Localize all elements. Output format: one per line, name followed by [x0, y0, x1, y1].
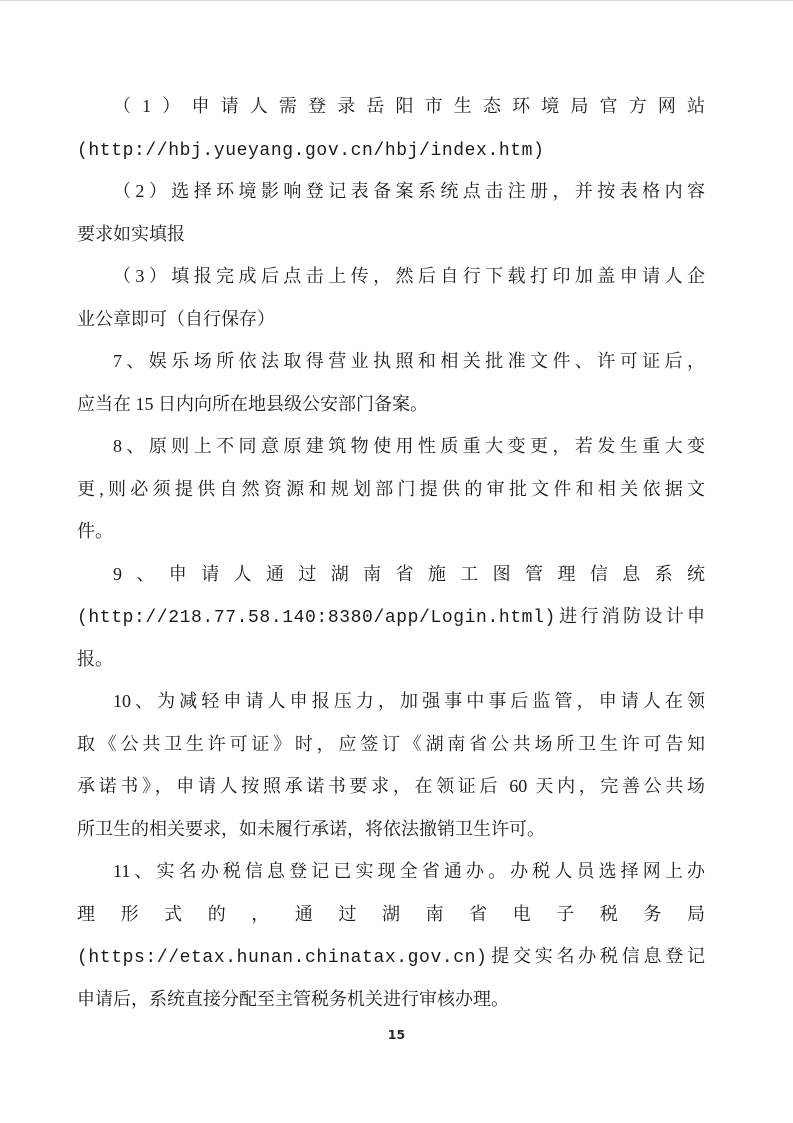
body-text: 8、原则上不同意原建筑物使用性质重大变更，若发生重大变	[113, 436, 705, 456]
document-line	[77, 468, 705, 511]
body-text: 件。	[77, 521, 113, 541]
body-text: 7、娱乐场所依法取得营业执照和相关批准文件、许可证后，	[113, 351, 705, 371]
url-text: (http://hbj.yueyang.gov.cn/hbj/index.htm)	[77, 140, 545, 161]
body-text: （1）申请人需登录岳阳市生态环境局官方网站	[113, 96, 705, 116]
body-text: 要求如实填报	[77, 223, 185, 244]
body-text: 所卫生的相关要求，如未履行承诺，将依法撤销卫生许可。	[77, 818, 545, 839]
body-text: 报。	[77, 648, 113, 669]
body-text: （3）填报完成后点击上传，然后自行下载打印加盖申请人企	[113, 266, 705, 286]
body-text: 承诺书》，申请人按照承诺书要求，在领证后 60 天内，完善公共场	[77, 776, 705, 796]
body-text: 进行消防设计申	[555, 606, 705, 626]
document-line	[77, 765, 705, 808]
document-line	[77, 723, 705, 766]
document-line	[77, 170, 705, 213]
document-line	[77, 595, 705, 638]
body-text: （2）选择环境影响登记表备案系统点击注册，并按表格内容	[113, 181, 705, 201]
document-line	[77, 85, 705, 128]
document-line	[77, 553, 705, 596]
document-line	[77, 255, 705, 298]
body-text: 更,则必须提供自然资源和规划部门提供的审批文件和相关依据文	[77, 478, 705, 499]
document-line	[77, 383, 705, 426]
document-line	[77, 680, 705, 723]
body-text: 申请后，系统直接分配至主管税务机关进行审核办理。	[77, 988, 509, 1009]
document-line	[77, 128, 705, 171]
body-text: 业公章即可（自行保存）	[77, 308, 275, 329]
document-line	[77, 808, 705, 851]
page-number: 15	[387, 1027, 406, 1042]
document-line	[77, 340, 705, 383]
document-line	[77, 893, 705, 936]
document-line	[77, 213, 705, 256]
document-line	[77, 935, 705, 978]
document-line	[77, 850, 705, 893]
document-line	[77, 298, 705, 341]
body-text: 11、实名办税信息登记已实现全省通办。办税人员选择网上办	[113, 861, 705, 881]
body-text: 取《公共卫生许可证》时，应签订《湖南省公共场所卫生许可告知	[77, 733, 705, 754]
url-text: (https://etax.hunan.chinatax.gov.cn)	[77, 948, 488, 968]
url-text: (http://218.77.58.140:8380/app/Login.html)	[77, 608, 556, 628]
body-text: 应当在 15 日内向所在地县级公安部门备案。	[77, 393, 428, 414]
document-line	[77, 638, 705, 681]
document-line	[77, 425, 705, 468]
document-body	[77, 85, 705, 1020]
document-line	[77, 510, 705, 553]
body-text: 10、为减轻申请人申报压力，加强事中事后监管，申请人在领	[113, 691, 705, 711]
body-text: 9、申请人通过湖南省施工图管理信息系统	[113, 563, 705, 584]
body-text: 提交实名办税信息登记	[487, 946, 705, 966]
body-text: 理形式的，通过湖南省电子税务局	[77, 903, 705, 924]
document-line	[77, 978, 705, 1021]
